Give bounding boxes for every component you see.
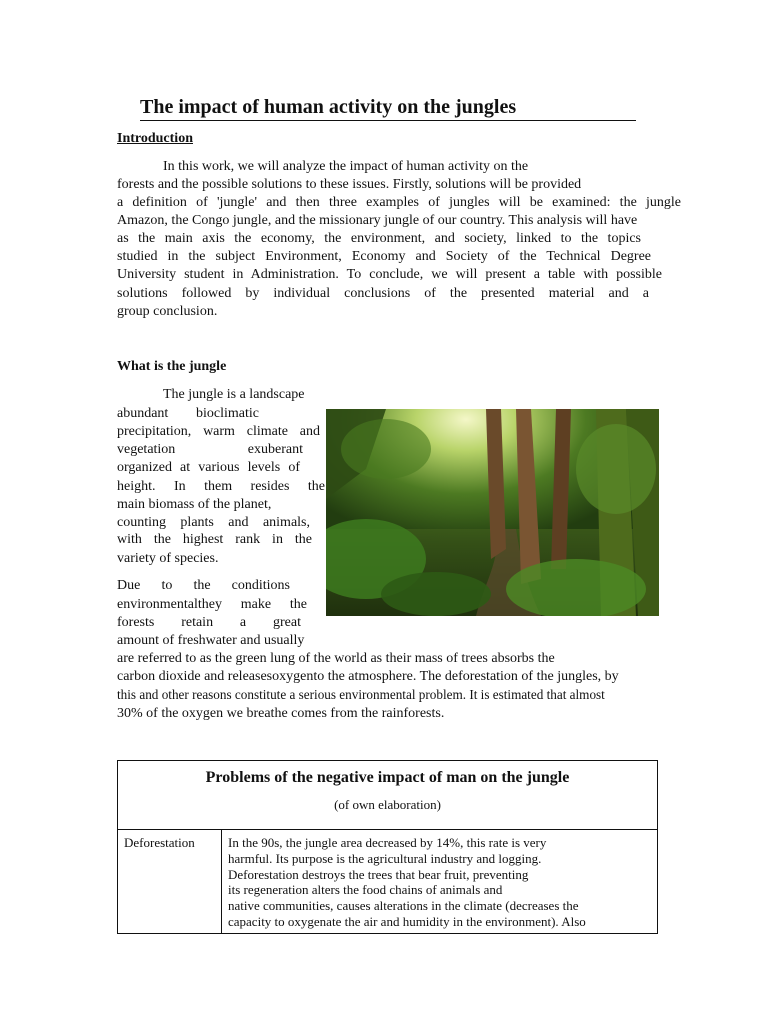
table-cell-line: native communities, causes alterations in the climate (decreases the — [228, 898, 579, 914]
intro-line: In this work, we will analyze the impact of human activity on the — [163, 159, 529, 174]
intro-line: studied in the subject Environment, Economy and Society of the Technical Degree — [117, 249, 651, 264]
table-cell-line: Deforestation destroys the trees that bear fruit, preventing — [228, 866, 529, 882]
jungle-line: main biomass of the planet, — [117, 497, 272, 512]
jungle-line: environmentalthey make the — [117, 597, 307, 612]
jungle-line: precipitation, warm climate and — [117, 424, 320, 439]
table-cell-line: capacity to oxygenate the air and humidity in the environment). Also — [228, 913, 586, 929]
jungle-line: The jungle is a landscape — [163, 387, 305, 402]
jungle-line: forests retain a great — [117, 615, 301, 630]
intro-heading: Introduction — [117, 131, 193, 146]
intro-line-text: a definition of 'jungle' and then three examples of jungles will be examined: the jungle — [117, 195, 681, 210]
jungle-line: are referred to as the green lung of the world as their mass of trees absorbs the — [117, 651, 555, 666]
jungle-line: counting plants and animals, — [117, 515, 310, 530]
jungle-line: vegetation exuberant — [117, 442, 303, 457]
jungle-line: variety of species. — [117, 551, 219, 566]
jungle-line: amount of freshwater and usually — [117, 633, 305, 648]
jungle-line: organized at various levels of — [117, 460, 300, 475]
table-cell-line: its regeneration alters the food chains of animals and — [228, 882, 503, 898]
table-row-label: Deforestation — [118, 829, 222, 933]
jungle-line: with the highest rank in the — [117, 532, 312, 547]
intro-line: University student in Administration. To conclude, we will present a table with possible — [117, 267, 662, 282]
intro-line: forests and the possible solutions to these issues. Firstly, solutions will be provided — [117, 177, 582, 192]
intro-line: group conclusion. — [117, 304, 218, 319]
table-header — [118, 761, 657, 830]
page-title: The impact of human activity on the jungles — [140, 94, 636, 121]
intro-line — [117, 194, 681, 212]
table-row-content — [228, 835, 586, 930]
jungle-line: height. In them resides the — [117, 479, 325, 494]
problems-table — [117, 760, 658, 934]
table-cell-line: In the 90s, the jungle area decreased by 14%, this rate is very — [228, 835, 547, 850]
jungle-line: carbon dioxide and releasesoxygento the atmosphere. The deforestation of the jungles, by — [117, 669, 619, 684]
table-cell-line: harmful. Its purpose is the agricultural industry and logging. — [228, 850, 542, 866]
intro-line: as the main axis the economy, the environment, and society, linked to the topics — [117, 231, 641, 246]
intro-line: solutions followed by individual conclusions of the presented material and a — [117, 286, 649, 301]
intro-line: Amazon, the Congo jungle, and the missionary jungle of our country. This analysis will have — [117, 213, 638, 228]
jungle-line: 30% of the oxygen we breathe comes from the rainforests. — [117, 706, 445, 721]
jungle-line: Due to the conditions — [117, 578, 290, 593]
table-title: Problems of the negative impact of man on the jungle — [205, 769, 570, 786]
table-subtitle: (of own elaboration) — [334, 797, 441, 812]
jungle-heading: What is the jungle — [117, 359, 227, 374]
jungle-line: this and other reasons constitute a serious environmental problem. It is estimated that almost — [117, 687, 605, 702]
jungle-line: abundant bioclimatic — [117, 406, 259, 421]
jungle-photo — [326, 409, 659, 616]
